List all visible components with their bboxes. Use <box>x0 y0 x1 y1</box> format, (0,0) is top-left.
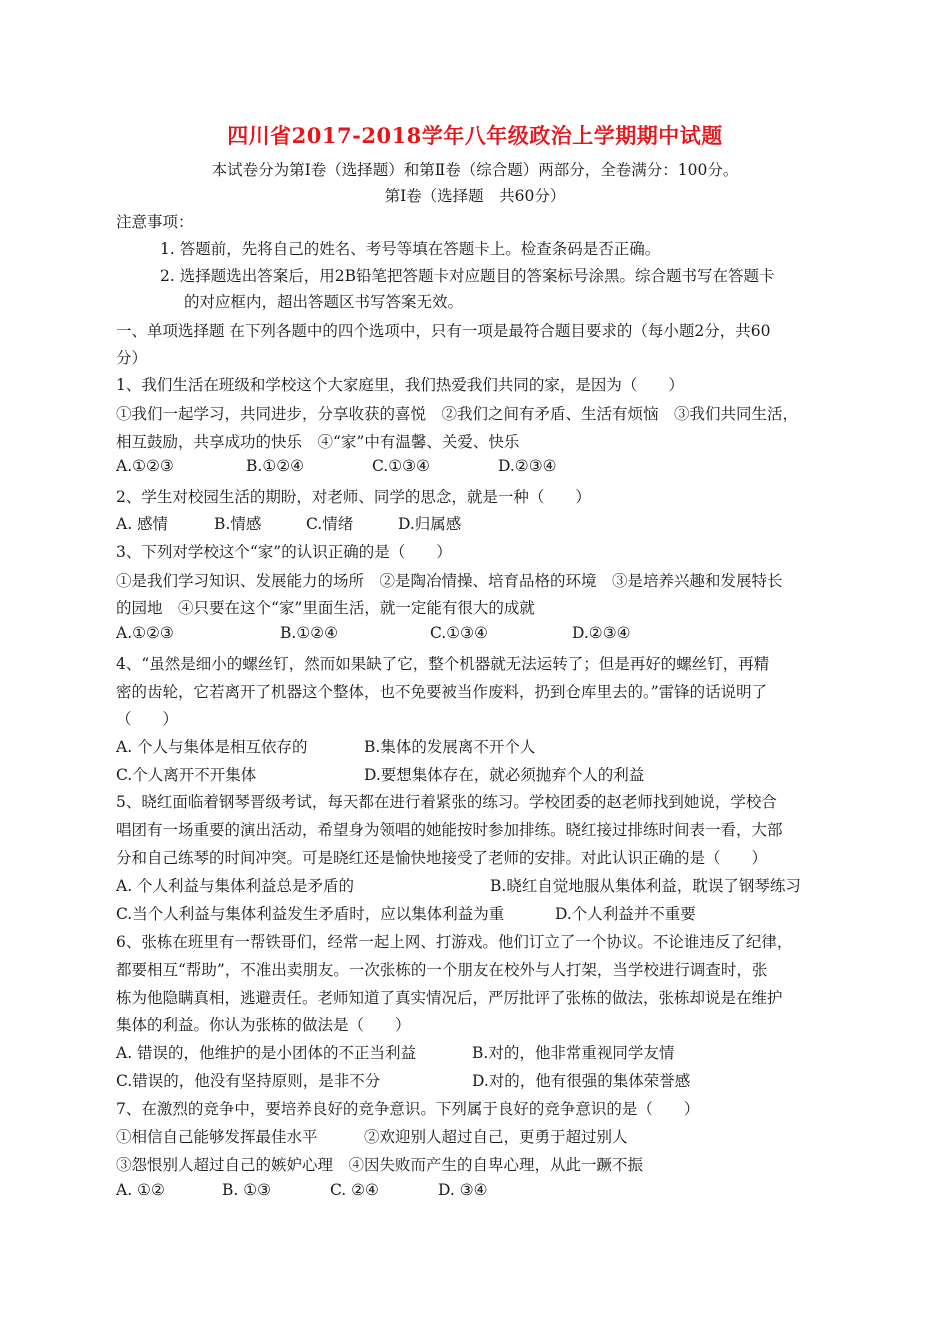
q3-stem: 3、下列对学校这个“家”的认识正确的是（ ） <box>116 543 452 561</box>
note-item-2: 2. 选择题选出答案后，用2B铅笔把答题卡对应题目的答案标号涂黑。综合题书写在答题卡 <box>160 267 775 285</box>
q3-option-d: D.②③④ <box>572 624 631 642</box>
q5-option-b: B.晓红自觉地服从集体利益，耽误了钢琴练习 <box>490 877 801 895</box>
q1-stem: 1、我们生活在班级和学校这个大家庭里，我们热爱我们共同的家，是因为（ ） <box>116 376 684 394</box>
q1-statements-cont: 相互鼓励，共享成功的快乐 ④“家”中有温馨、关爱、快乐 <box>116 433 520 451</box>
q4-stem-cont: 密的齿轮，它若离开了机器这个整体，也不免要被当作废料，扔到仓库里去的。”雷锋的话说明了 <box>116 683 768 701</box>
q3-statements-cont: 的园地 ④只要在这个“家”里面生活，就一定能有很大的成就 <box>116 599 535 617</box>
q6-option-c: C.错误的，他没有坚持原则，是非不分 <box>116 1072 381 1090</box>
q6-stem-cont-1: 都要相互“帮助”，不准出卖朋友。一次张栋的一个朋友在校外与人打架，当学校进行调查时，张 <box>116 961 768 979</box>
q2-option-c: C.情绪 <box>306 515 354 533</box>
q2-option-a: A. 感情 <box>116 515 169 533</box>
q6-stem-cont-3: 集体的利益。你认为张栋的做法是（ ） <box>116 1016 411 1034</box>
q7-statements: ①相信自己能够发挥最佳水平 ②欢迎别人超过自己，更勇于超过别人 <box>116 1128 628 1146</box>
q5-option-c: C.当个人利益与集体利益发生矛盾时，应以集体利益为重 <box>116 905 505 923</box>
q6-option-b: B.对的，他非常重视同学友情 <box>472 1044 675 1062</box>
q2-option-b: B.情感 <box>214 515 262 533</box>
section1-instructions-cont: 分） <box>116 349 148 367</box>
q2-option-d: D.归属感 <box>398 515 462 533</box>
note-item-2-cont: 的对应框内，超出答题区书写答案无效。 <box>184 293 464 311</box>
q4-option-c: C.个人离开不开集体 <box>116 766 257 784</box>
q5-stem-cont-1: 唱团有一场重要的演出活动，希望身为领唱的她能按时参加排练。晓红接过排练时间表一看，大部 <box>116 821 783 839</box>
q5-stem: 5、晓红面临着钢琴晋级考试，每天都在进行着紧张的练习。学校团委的赵老师找到她说，学校合 <box>116 793 777 811</box>
q4-answer-bracket: （ ） <box>116 710 179 728</box>
q7-option-a: A. ①② <box>116 1181 165 1199</box>
q5-stem-cont-2: 分和自己练琴的时间冲突。可是晓红还是愉快地接受了老师的安排。对此认识正确的是（ ） <box>116 849 768 867</box>
q3-option-a: A.①②③ <box>116 624 174 642</box>
exam-title: 四川省2017-2018学年八年级政治上学期期中试题 <box>227 123 723 148</box>
q7-option-c: C. ②④ <box>330 1181 379 1199</box>
q3-option-c: C.①③④ <box>430 624 488 642</box>
q6-option-d: D.对的，他有很强的集体荣誉感 <box>472 1072 691 1090</box>
q5-option-d: D.个人利益并不重要 <box>555 905 696 923</box>
q7-option-b: B. ①③ <box>222 1181 272 1199</box>
notes-label: 注意事项： <box>116 213 194 231</box>
section1-instructions: 一、单项选择题 在下列各题中的四个选项中，只有一项是最符合题目要求的（每小题2分，共60 <box>116 322 771 340</box>
q7-statements-cont: ③怨恨别人超过自己的嫉妒心理 ④因失败而产生的自卑心理，从此一蹶不振 <box>116 1156 644 1174</box>
q4-option-d: D.要想集体存在，就必须抛弃个人的利益 <box>364 766 645 784</box>
note-item-1: 1. 答题前，先将自己的姓名、考号等填在答题卡上。检查条码是否正确。 <box>160 240 661 258</box>
q1-option-d: D.②③④ <box>498 457 557 475</box>
q3-option-b: B.①②④ <box>280 624 339 642</box>
q6-option-a: A. 错误的，他维护的是小团体的不正当利益 <box>116 1044 417 1062</box>
q7-option-d: D. ③④ <box>438 1181 488 1199</box>
exam-intro: 本试卷分为第Ⅰ卷（选择题）和第Ⅱ卷（综合题）两部分，全卷满分：100分。 <box>211 161 739 179</box>
q7-stem: 7、在激烈的竞争中，要培养良好的竞争意识。下列属于良好的竞争意识的是（ ） <box>116 1100 700 1118</box>
q2-stem: 2、学生对校园生活的期盼，对老师、同学的思念，就是一种（ ） <box>116 488 591 506</box>
part1-heading: 第Ⅰ卷（选择题 共60分） <box>384 187 566 205</box>
q1-statements: ①我们一起学习，共同进步，分享收获的喜悦 ②我们之间有矛盾、生活有烦恼 ③我们共同生活， <box>116 405 799 423</box>
q6-stem-cont-2: 栋为他隐瞒真相，逃避责任。老师知道了真实情况后，严厉批评了张栋的做法，张栋却说是在维护 <box>116 989 783 1007</box>
q3-statements: ①是我们学习知识、发展能力的场所 ②是陶冶情操、培育品格的环境 ③是培养兴趣和发展特长 <box>116 572 783 590</box>
q1-option-c: C.①③④ <box>372 457 430 475</box>
q4-option-b: B.集体的发展离不开个人 <box>364 738 536 756</box>
q5-option-a: A. 个人利益与集体利益总是矛盾的 <box>116 877 355 895</box>
q1-option-a: A.①②③ <box>116 457 174 475</box>
q6-stem: 6、张栋在班里有一帮铁哥们，经常一起上网、打游戏。他们订立了一个协议。不论谁违反了纪律， <box>116 933 793 951</box>
q4-option-a: A. 个人与集体是相互依存的 <box>116 738 308 756</box>
q4-stem: 4、“虽然是细小的螺丝钉，然而如果缺了它，整个机器就无法运转了；但是再好的螺丝钉，再精 <box>116 655 770 673</box>
q1-option-b: B.①②④ <box>246 457 305 475</box>
